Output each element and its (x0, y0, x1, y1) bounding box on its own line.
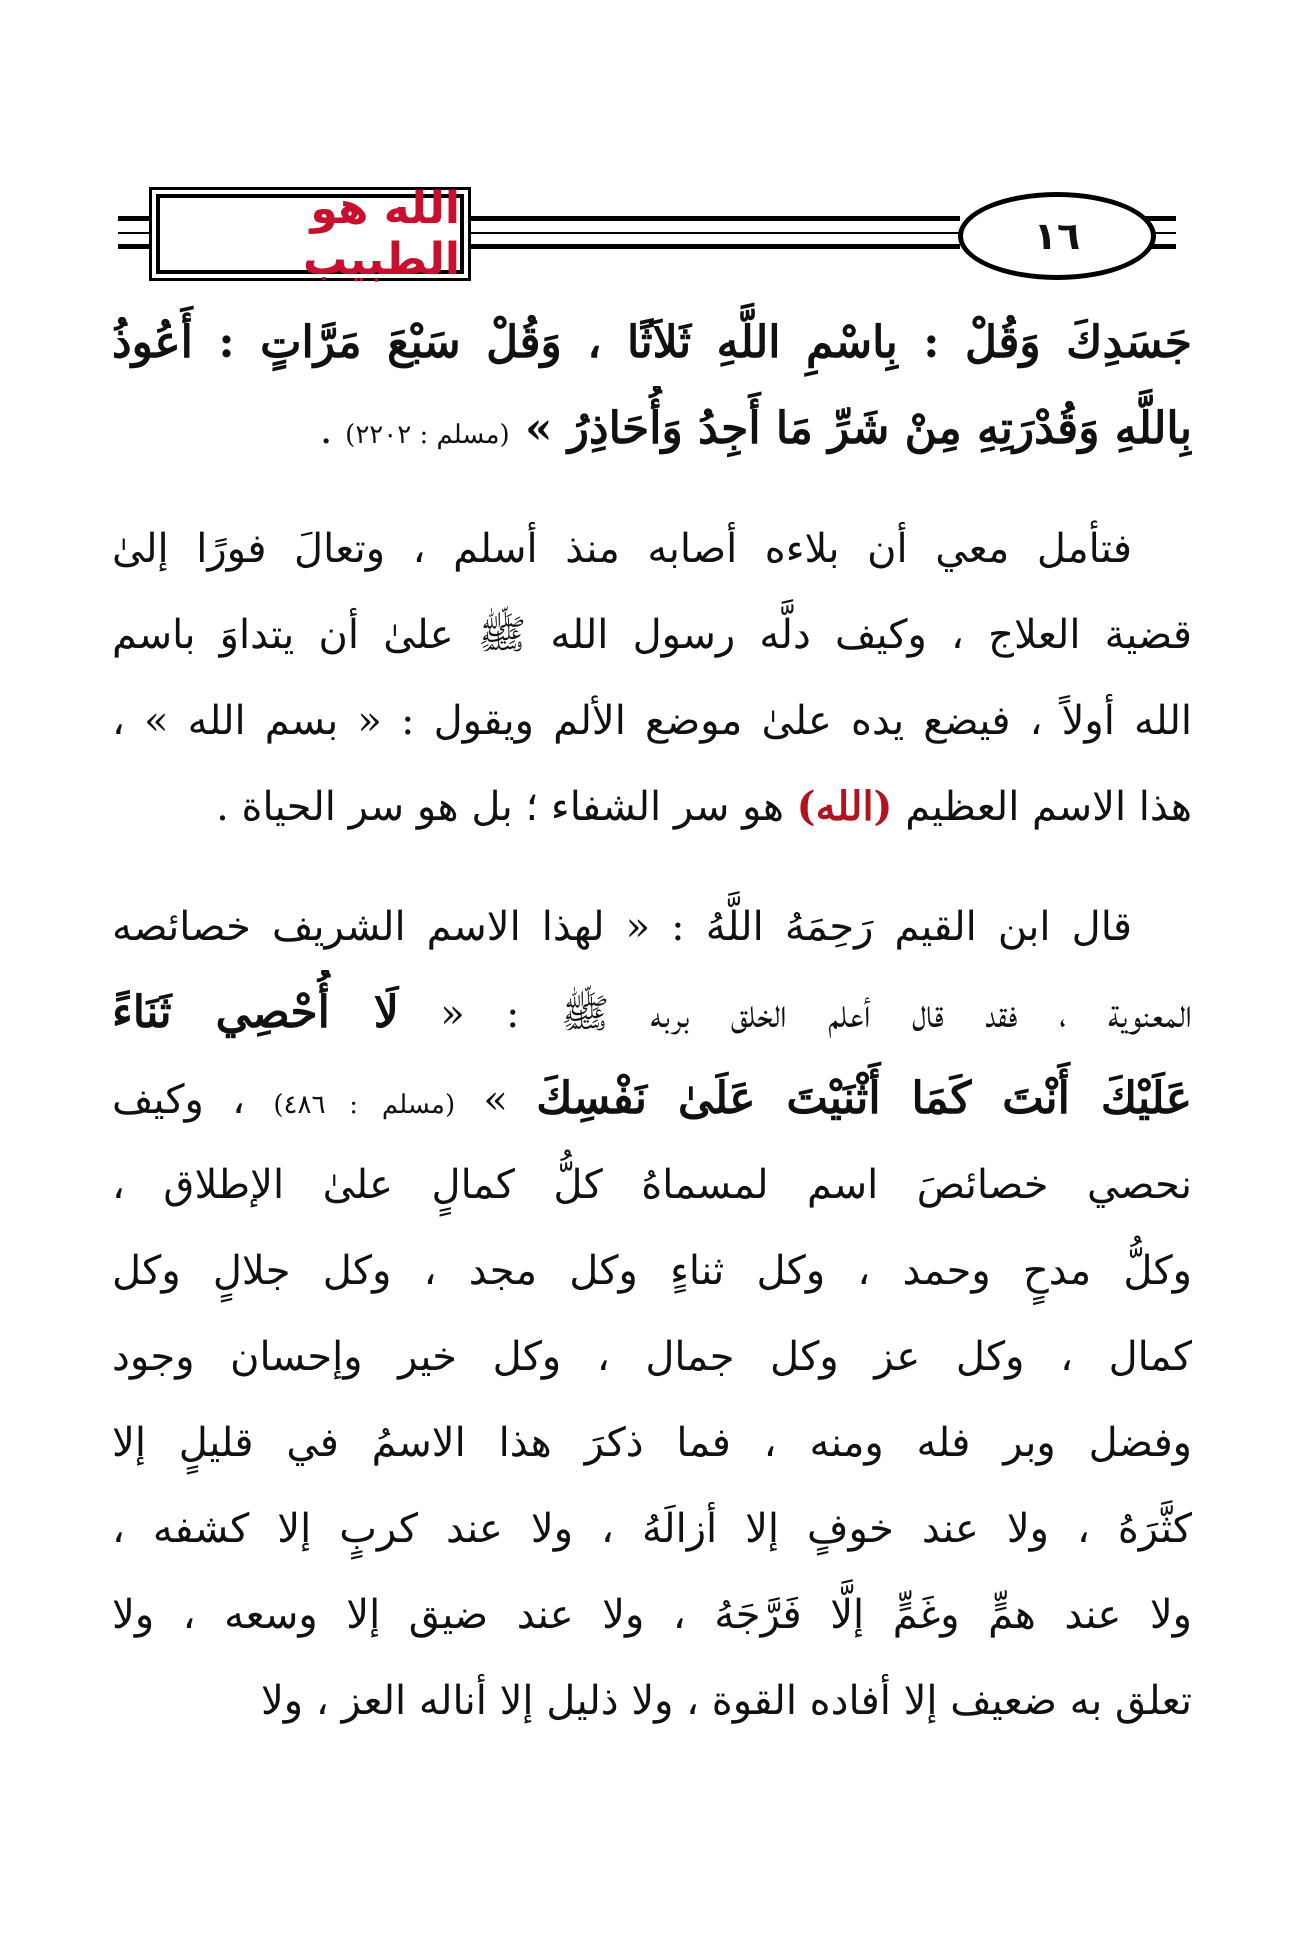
paragraph (112, 506, 1192, 850)
text-line (112, 1486, 1192, 1572)
text-run: قال ابن القيم رَحِمَهُ اللَّهُ : « لهذا الاسم الشريف خصائصه (112, 904, 1132, 950)
citation: (مسلم : ٢٢٠٢) (345, 420, 510, 450)
text-line (112, 970, 1192, 1056)
text-line (112, 592, 1192, 678)
page-header (118, 183, 1176, 285)
text-line (112, 506, 1192, 592)
text-line (112, 884, 1192, 970)
chapter-title: الله هو الطبيب (303, 183, 460, 285)
header-rule-middle-thin (464, 232, 960, 234)
text-run: ، وكيف (112, 1077, 274, 1123)
header-rule-left (118, 216, 158, 221)
header-rule-left-2 (118, 244, 158, 249)
text-run: الله أولاً ، فيضع يده علىٰ موضع الألم ويقول : « بسم الله » ، (112, 698, 1192, 744)
text-line (112, 1314, 1192, 1400)
page-body (112, 300, 1192, 1744)
text-run: . (319, 407, 346, 453)
text-run: لَا أُحْصِي ثَنَاءً (112, 987, 399, 1038)
text-run: كثَّرَهُ ، ولا عند خوفٍ إلا أزالَهُ ، ولا عند كربٍ إلا كشفه ، (112, 1506, 1192, 1552)
text-run: قضية العلاج ، وكيف دلَّه رسول الله ﷺ علىٰ أن يتداوَ باسم (112, 612, 1192, 658)
text-run: وكلُّ مدحٍ وحمد ، وكل ثناءٍ وكل مجد ، وكل جلالٍ وكل (112, 1248, 1192, 1294)
text-run: » (455, 1077, 537, 1123)
header-rule-middle-2 (464, 244, 960, 249)
paragraph (112, 884, 1192, 1744)
text-run: وفضل وبر فله ومنه ، فما ذكرَ هذا الاسمُ في قليلٍ إلا (112, 1420, 1192, 1466)
page-number: ١٦ (958, 192, 1156, 280)
text-line (112, 300, 1192, 386)
text-line (112, 1056, 1192, 1142)
text-line (112, 1228, 1192, 1314)
text-run: بِاللَّهِ وَقُدْرَتِهِ مِنْ شَرِّ مَا أَجِدُ وَأُحَاذِرُ » (509, 403, 1192, 454)
text-run: كمال ، وكل عز وكل جمال ، وكل خير وإحسان وجود (112, 1334, 1192, 1380)
highlighted-name: (الله) (796, 783, 893, 830)
text-line (112, 678, 1192, 764)
text-run: ولا عند همٍّ وغَمٍّ إلَّا فَرَّجَهُ ، ولا عند ضيق إلا وسعه ، ولا (112, 1592, 1192, 1638)
text-line (112, 1658, 1192, 1744)
text-line (112, 1572, 1192, 1658)
text-line (112, 1142, 1192, 1228)
text-line (112, 1400, 1192, 1486)
paragraph-gap (112, 850, 1192, 884)
text-run: جَسَدِكَ وَقُلْ : بِاسْمِ اللَّهِ ثَلاَثًا ، وَقُلْ سَبْعَ مَرَّاتٍ : أَعُوذُ (112, 317, 1192, 368)
text-run: نحصي خصائصَ اسم لمسماهُ كلُّ كمالٍ علىٰ الإطلاق ، (112, 1162, 1192, 1208)
text-run: فتأمل معي أن بلاءه أصابه منذ أسلم ، وتعالَ فورًا إلىٰ (112, 526, 1132, 572)
text-line (112, 764, 1192, 850)
header-rule-middle (464, 216, 960, 221)
text-run: هو سر الشفاء ؛ بل هو سر الحياة . (216, 784, 797, 830)
text-run: عَلَيْكَ أَنْتَ كَمَا أَثْنَيْتَ عَلَىٰ نَفْسِكَ (536, 1073, 1192, 1124)
paragraph (112, 300, 1192, 472)
text-run: تعلق به ضعيف إلا أفاده القوة ، ولا ذليل إلا أناله العز ، ولا (260, 1678, 1192, 1724)
text-line (112, 386, 1192, 472)
chapter-title-box (156, 183, 464, 285)
text-run: المعنوية ، فقد قال أعلم الخلق بربه ﷺ : « (398, 991, 1192, 1037)
citation: (مسلم : ٤٨٦) (273, 1090, 456, 1120)
paragraph-gap (112, 472, 1192, 506)
header-rule-left-thin (118, 232, 158, 234)
text-run: هذا الاسم العظيم (892, 784, 1192, 830)
